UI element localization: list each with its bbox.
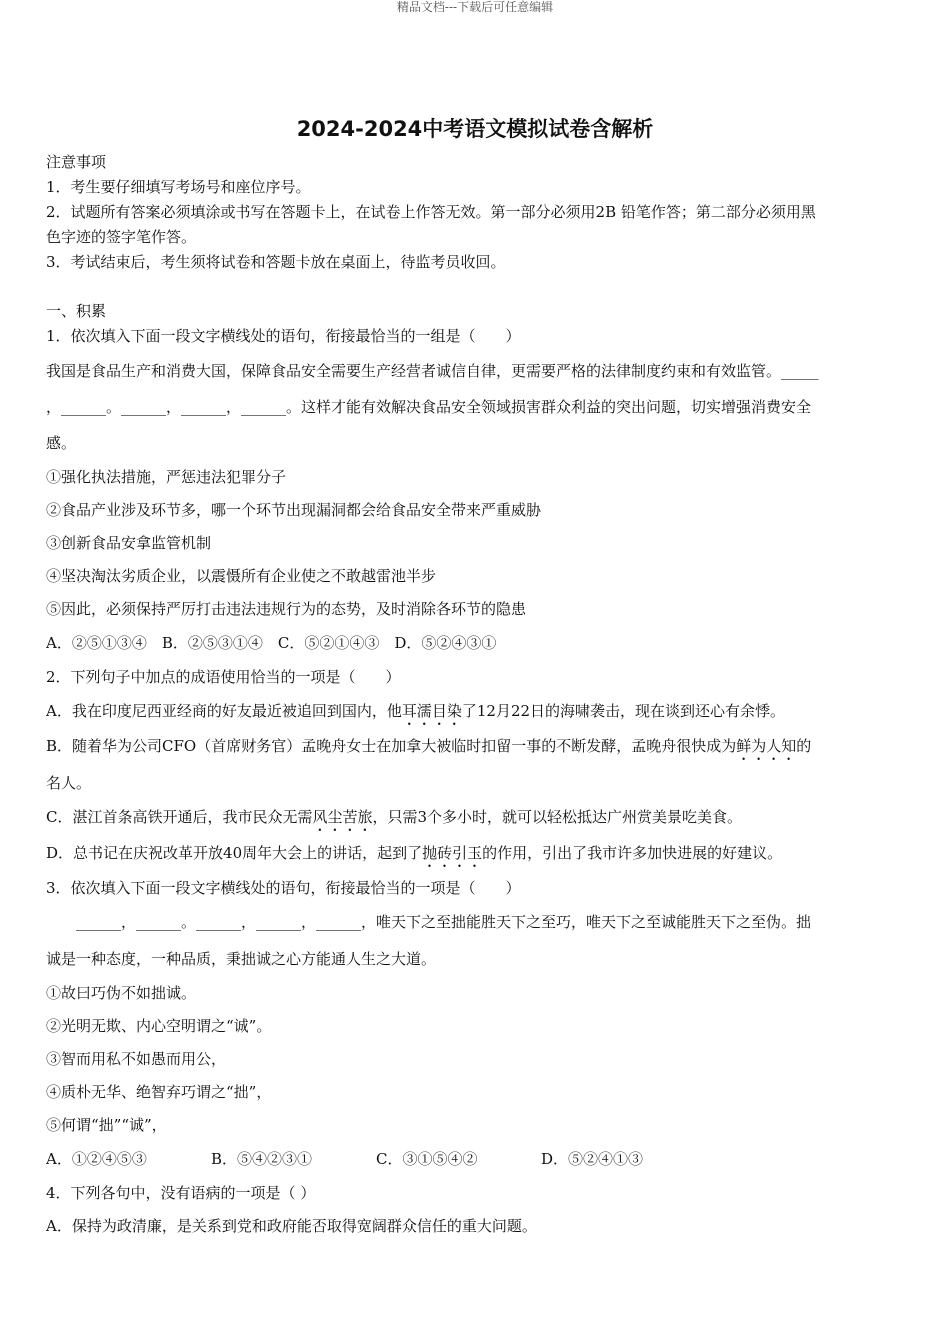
dotted-idiom: 鲜为人知 (736, 737, 797, 755)
question-3-item: ③智而用私不如愚而用公， (46, 1050, 227, 1068)
question-3-passage: 诚是一种态度，一种品质，秉拙诚之心方能通人生之大道。 (46, 950, 437, 968)
question-1-options: A．②⑤①③④ B．②⑤③①④ C．⑤②①④③ D．⑤②④③① (46, 634, 497, 652)
question-3-item: ④质朴无华、绝智弃巧谓之“拙”， (46, 1083, 272, 1101)
page-title: 2024-2024中考语文模拟试卷含解析 (296, 117, 654, 141)
dotted-idiom: 抛砖引玉 (422, 844, 483, 862)
option-c: C．③①⑤④② (376, 1150, 478, 1168)
question-2-option-c: C．湛江首条高铁开通后，我市民众无需风尘苦旅，只需3个多小时，就可以轻松抵达广州赏美景吃美食。 (46, 808, 743, 826)
option-b: B．⑤④②③① (211, 1150, 313, 1168)
note-item: 3．考试结束后，考生须将试卷和答题卡放在桌面上，待监考员收回。 (46, 253, 506, 271)
question-3-item: ⑤何谓“拙”“诚”， (46, 1116, 167, 1134)
question-2-option-b: B．随着华为公司CFO（首席财务官）孟晚舟女士在加拿大被临时扣留一事的不断发酵，孟晚舟很快成为鲜为人知的 (46, 737, 812, 755)
question-1-item: ②食品产业涉及环节多，哪一个环节出现漏洞都会给食品安全带来严重威胁 (46, 501, 542, 519)
question-3-passage: ______，______。______，______，______，唯天下之至拙能胜天下之至巧，唯天下之至诚能胜天下之至伪。拙 (46, 913, 812, 931)
question-3-item: ②光明无欺、内心空明谓之“诚”。 (46, 1017, 272, 1035)
question-4-option-a: A．保持为政清廉，是关系到党和政府能否取得宽阔群众信任的重大问题。 (46, 1217, 537, 1235)
question-1-passage: ，______。______，______，______。这样才能有效解决食品安全领域损害群众利益的突出问题，切实增强消费安全 (46, 398, 812, 416)
question-1-item: ③创新食品安拿监管机制 (46, 534, 212, 552)
option-d: D．⑤②④①③ (541, 1150, 644, 1168)
notes-heading: 注意事项 (46, 153, 107, 171)
question-2-option-a: A．我在印度尼西亚经商的好友最近被追回到国内，他耳濡目染了12月22日的海啸袭击，现在谈到还心有余悸。 (46, 702, 786, 720)
question-3-item: ①故曰巧伪不如拙诚。 (46, 984, 197, 1002)
question-3-stem: 3．依次填入下面一段文字横线处的语句，衔接最恰当的一项是（ ） (46, 879, 521, 897)
section-heading: 一、积累 (46, 302, 107, 320)
question-1-item: ⑤因此，必须保持严厉打击违法违规行为的态势，及时消除各环节的隐患 (46, 600, 527, 618)
dotted-idiom: 风尘苦旅 (312, 808, 373, 826)
question-2-stem: 2．下列句子中加点的成语使用恰当的一项是（ ） (46, 668, 401, 686)
dotted-idiom: 耳濡目染 (401, 702, 462, 720)
question-1-stem: 1．依次填入下面一段文字横线处的语句，衔接最恰当的一组是（ ） (46, 327, 521, 345)
question-1-item: ④坚决淘汰劣质企业，以震慑所有企业使之不敢越雷池半步 (46, 567, 437, 585)
note-item: 1．考生要仔细填写考场号和座位序号。 (46, 178, 311, 196)
question-1-passage: 感。 (46, 434, 77, 452)
note-item: 色字迹的签字笔作答。 (46, 228, 197, 246)
question-1-passage: 我国是食品生产和消费大国，保障食品安全需要生产经营者诚信自律，更需要严格的法律制度约束和有效监管。_____ (46, 362, 819, 380)
question-2-option-d: D．总书记在庆祝改革开放40周年大会上的讲话，起到了抛砖引玉的作用，引出了我市许多加快进展的好建议。 (46, 844, 783, 862)
question-2-option-b-cont: 名人。 (46, 774, 92, 792)
question-4-stem: 4．下列各句中，没有语病的一项是（ ） (46, 1184, 316, 1202)
option-a: A．①②④⑤③ (46, 1150, 147, 1168)
question-1-item: ①强化执法措施，严惩违法犯罪分子 (46, 468, 287, 486)
page-header: 精品文档---下载后可任意编辑 (396, 0, 554, 14)
note-item: 2．试题所有答案必须填涂或书写在答题卡上，在试卷上作答无效。第一部分必须用2B 铅笔作答；第二部分必须用黑 (46, 203, 816, 221)
question-3-options (46, 1149, 904, 1169)
